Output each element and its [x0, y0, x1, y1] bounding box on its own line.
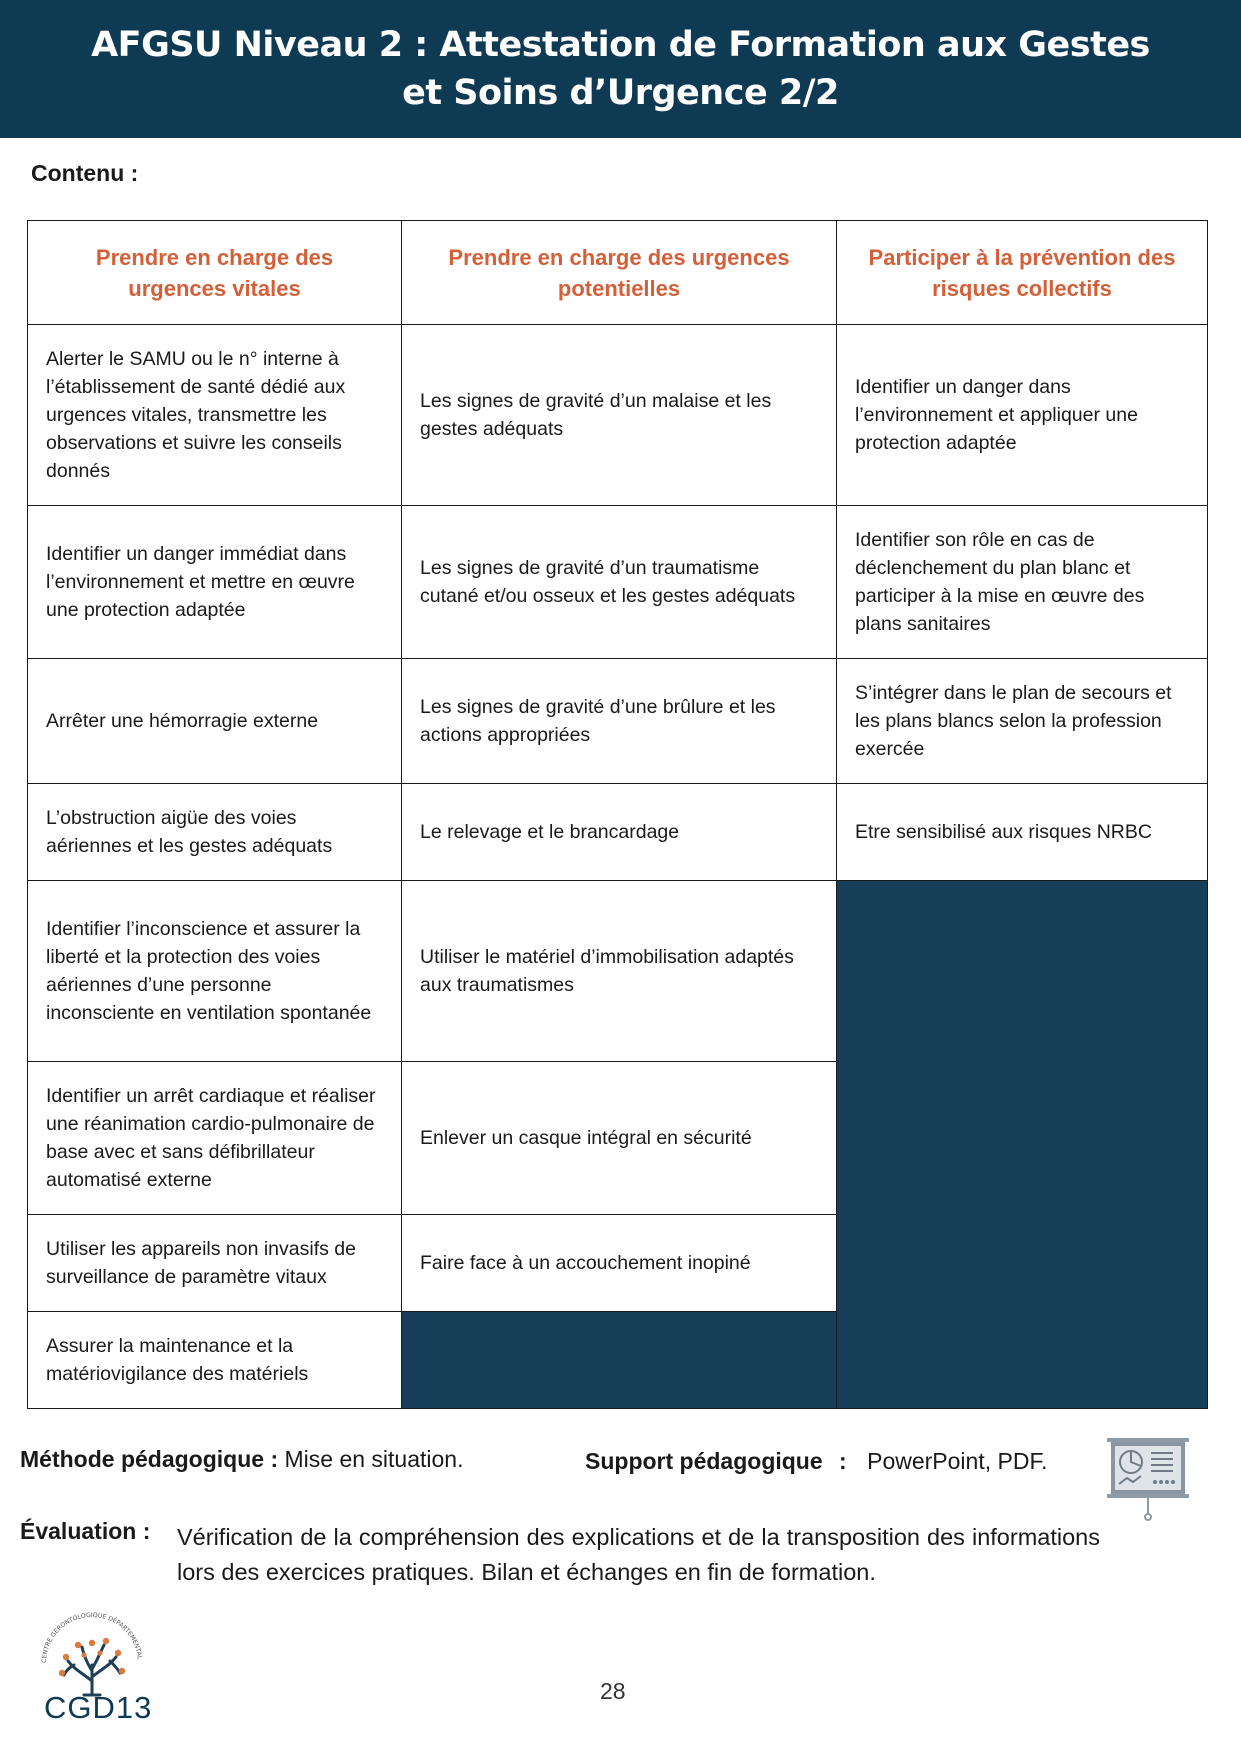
table-row — [28, 325, 1208, 506]
methode-value: Mise en situation. — [284, 1446, 464, 1472]
presentation-board-icon — [1105, 1436, 1191, 1522]
column-header: Participer à la prévention des risques collectifs — [837, 221, 1208, 325]
table-cell: Arrêter une hémorragie externe — [28, 659, 402, 784]
content-table — [27, 220, 1208, 1409]
page-header — [0, 0, 1241, 138]
table-header-row — [28, 221, 1208, 325]
table-row — [28, 659, 1208, 784]
methode-label: Méthode pédagogique : — [20, 1446, 279, 1472]
table-cell: Identifier son rôle en cas de déclenchement du plan blanc et participer à la mise en œuvre des plans sanitaires — [837, 506, 1208, 659]
logo-text: CGD13 — [44, 1690, 153, 1725]
page-number: 28 — [600, 1678, 626, 1704]
table-cell: Identifier un arrêt cardiaque et réaliser une réanimation cardio-pulmonaire de base avec et sans défibrillateur automatisé externe — [28, 1062, 402, 1215]
empty-filled-cell — [837, 881, 1208, 1409]
support-value: PowerPoint, PDF. — [867, 1448, 1048, 1474]
table-cell: Enlever un casque intégral en sécurité — [402, 1062, 837, 1215]
table-cell: Identifier l’inconscience et assurer la liberté et la protection des voies aériennes d’une personne inconsciente en ventilation spontanée — [28, 881, 402, 1062]
empty-filled-cell — [402, 1312, 837, 1409]
contenu-label: Contenu : — [31, 160, 139, 186]
table-cell: Les signes de gravité d’une brûlure et les actions appropriées — [402, 659, 837, 784]
table-row — [28, 506, 1208, 659]
table-cell: L’obstruction aigüe des voies aériennes et les gestes adéquats — [28, 784, 402, 881]
table-row — [28, 784, 1208, 881]
table-cell: Utiliser le matériel d’immobilisation adaptés aux traumatismes — [402, 881, 837, 1062]
support-pedagogique — [585, 1448, 1047, 1475]
page-title: AFGSU Niveau 2 : Attestation de Formation aux Gestes et Soins d’Urgence 2/2 — [91, 25, 1150, 113]
evaluation-label: Évaluation : — [20, 1518, 151, 1544]
table-cell: Identifier un danger dans l’environnement et appliquer une protection adaptée — [837, 325, 1208, 506]
table-cell: Alerter le SAMU ou le n° interne à l’établissement de santé dédié aux urgences vitales, transmettre les observations et suivre les conseils donnés — [28, 325, 402, 506]
evaluation-text: Vérification de la compréhension des explications et de la transposition des informations lors des exercices pratiques. Bilan et échanges en fin de formation. — [177, 1524, 1100, 1585]
table-cell: Assurer la maintenance et la matériovigilance des matériels — [28, 1312, 402, 1409]
table-cell: Faire face à un accouchement inopiné — [402, 1215, 837, 1312]
table-cell: S’intégrer dans le plan de secours et les plans blancs selon la profession exercée — [837, 659, 1208, 784]
table-cell: Le relevage et le brancardage — [402, 784, 837, 881]
table-cell: Identifier un danger immédiat dans l’environnement et mettre en œuvre une protection adaptée — [28, 506, 402, 659]
column-header: Prendre en charge des urgences potentielles — [402, 221, 837, 325]
column-header: Prendre en charge des urgences vitales — [28, 221, 402, 325]
methode-pedagogique — [20, 1446, 463, 1473]
table-cell: Les signes de gravité d’un malaise et les gestes adéquats — [402, 325, 837, 506]
support-separator: : — [839, 1448, 847, 1474]
table-cell: Les signes de gravité d’un traumatisme cutané et/ou osseux et les gestes adéquats — [402, 506, 837, 659]
support-label: Support pédagogique — [585, 1448, 823, 1474]
table-cell: Utiliser les appareils non invasifs de surveillance de paramètre vitaux — [28, 1215, 402, 1312]
logo-ring-text: CENTRE GÉRONTOLOGIQUE DÉPARTEMENTAL — [40, 1611, 143, 1664]
table-cell: Etre sensibilisé aux risques NRBC — [837, 784, 1208, 881]
table-row — [28, 881, 1208, 1062]
